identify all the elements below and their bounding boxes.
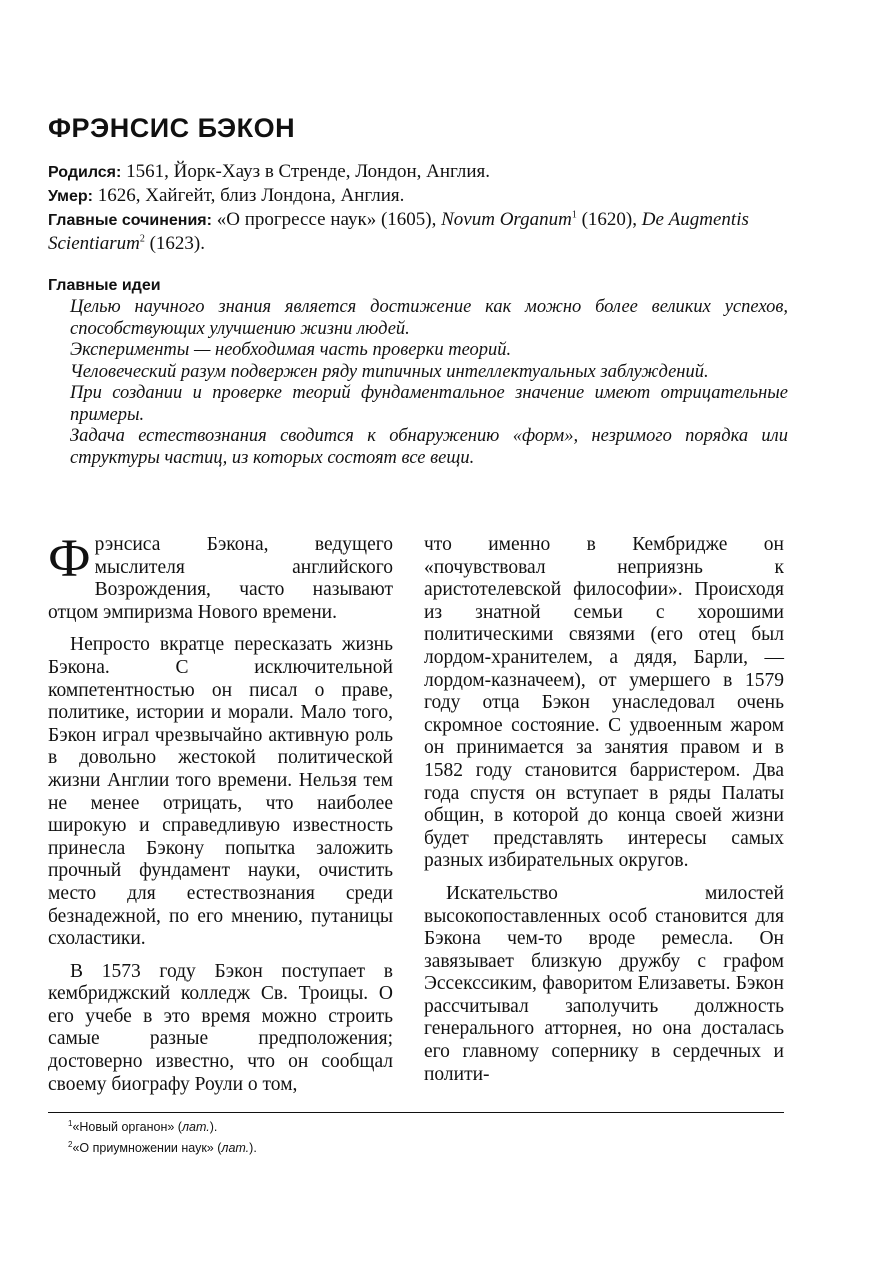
biography-meta <box>48 160 793 255</box>
works-part3: (1623). <box>149 233 205 254</box>
works-novum-organum: Novum Organum <box>441 209 572 230</box>
body-column-left <box>48 528 393 1096</box>
born-line <box>48 160 793 184</box>
idea-item: Задача естествознания сводится к обнаружению «форм», незримого порядка или структуры частиц, из которых состоят все вещи. <box>70 426 788 468</box>
died-line <box>48 184 793 208</box>
idea-item: Целью научного знания является достижение как можно более великих успехов, способствующих улучшению жизни людей. <box>70 297 788 339</box>
works-part2: (1620), <box>581 209 637 230</box>
footnote-divider <box>48 1112 784 1113</box>
idea-item: При создании и проверке теорий фундаментальное значение имеют отрицательные примеры. <box>70 383 788 425</box>
footnote-text: «О приумножении наук» <box>72 1141 214 1156</box>
paragraph: Искательство милостей высокопоставленных особ становится для Бэкона чем-то вроде ремесла. Он завязывает близкую дружбу с графом Эссекссиким, фаворитом Елизаветы. Бэкон рассчитывал заполучить должность генерального атторнея, но она досталась его главному сопернику в сердечных и полити- <box>424 882 784 1085</box>
paragraph-intro <box>48 528 393 624</box>
footnote-ref-1: 1 <box>571 209 577 221</box>
footnote-lang: лат. <box>181 1120 210 1135</box>
works-label: Главные сочинения: <box>48 212 212 229</box>
paragraph-intro-text: рэнсиса Бэкона, ведущего мыслителя английского Возрождения, часто называют отцом эмпиризма Нового времени. <box>48 534 393 623</box>
works-augmentis: Augmentis Scientiarum <box>48 209 749 254</box>
chapter-title: ФРЭНСИС БЭКОН <box>48 113 296 143</box>
works-part1: «О прогрессе наук» (1605), <box>216 209 437 230</box>
died-label: Умер: <box>48 188 93 205</box>
footnote-mark: 1 <box>68 1119 73 1128</box>
works-line <box>48 208 793 255</box>
main-ideas-heading: Главные идеи <box>48 277 161 294</box>
footnotes <box>68 1115 257 1157</box>
idea-item: Человеческий разум подвержен ряду типичных интеллектуальных заблуждений. <box>70 361 709 382</box>
footnote-1: $^1$«Новый органон» (лат.). <box>68 1119 218 1135</box>
footnote-2: $^2$«О приумножении наук» (лат.). <box>68 1140 257 1156</box>
works-de: De <box>641 209 664 230</box>
footnote-lang: лат. <box>221 1141 250 1156</box>
main-ideas-list <box>70 297 788 469</box>
footnote-ref-2: 2 <box>139 233 145 245</box>
paragraph: В 1573 году Бэкон поступает в кембриджский колледж Св. Троицы. О его учебе в это время можно строить самые разные предположения; достоверно известно, что он сообщал своему биографу Роули о том, <box>48 960 393 1095</box>
paragraph: Непросто вкратце пересказать жизнь Бэкона. С исключительной компетентностью он писал о праве, политике, истории и морали. Мало того, Бэкон играл чрезвычайно активную роль в довольно жестокой политической жизни Англии того времени. Нельзя тем не менее отрицать, что наиболее широкую и справедливую известность принесла Бэкону попытка заложить прочный фундамент науки, очистить место для естествознания среди безнадежной, по его мнению, путаницы схоластики. <box>48 634 393 950</box>
paragraph-continued: что именно в Кембридже он «почувствовал неприязнь к аристотелевской философии». Происходя из знатной семьи с хорошими политическими связями (его отец был лордом-хранителем, а дядя, Барли, — лордом-казначеем), от умершего в 1579 году отца Бэкон унаследовал очень скромное состояние. С удвоенным жаром он принимается за занятия правом и в 1582 году становится барристером. Два года спустя он вступает в ряды Палаты общин, в которой до конца своей жизни будет представлять интересы самых разных избирательных округов. <box>424 534 784 872</box>
born-label: Родился: <box>48 164 122 181</box>
footnote-text: «Новый органон» <box>72 1120 175 1135</box>
died-value: 1626, Хайгейт, близ Лондона, Англия. <box>97 185 405 206</box>
idea-item: Эксперименты — необходимая часть проверки теорий. <box>70 340 512 360</box>
footnote-mark: 2 <box>68 1140 73 1150</box>
body-column-right <box>424 534 784 1086</box>
drop-cap: Ф <box>48 528 91 588</box>
born-value: 1561, Йорк-Хауз в Стренде, Лондон, Англия. <box>126 161 490 182</box>
